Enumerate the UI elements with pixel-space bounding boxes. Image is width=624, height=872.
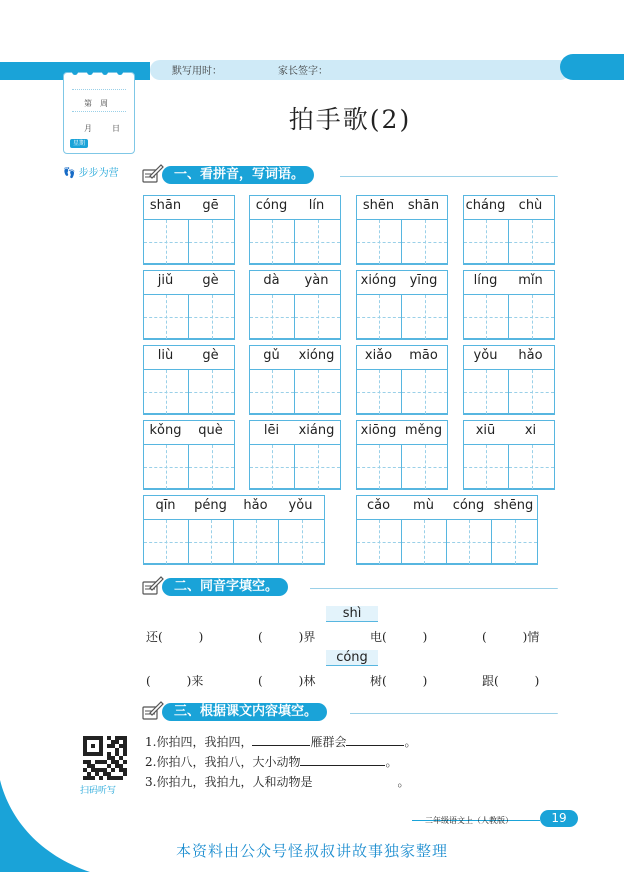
pinyin-syllable: mǐn <box>518 273 543 288</box>
writing-cell[interactable] <box>295 370 340 414</box>
writing-cell[interactable] <box>189 445 234 489</box>
qr-module <box>87 764 91 768</box>
writing-cell[interactable] <box>144 520 189 564</box>
tianzi-grid <box>249 219 341 265</box>
qr-label: 扫码听写 <box>80 786 117 796</box>
pinyin-syllable: shān <box>407 198 440 213</box>
writing-cell[interactable] <box>357 220 402 264</box>
writing-cell[interactable] <box>144 295 189 339</box>
pinyin-syllable: líng <box>473 273 498 288</box>
day-label: 日 <box>112 124 120 133</box>
word-box <box>249 345 341 415</box>
homophone-row <box>0 628 624 644</box>
footprint-label: 👣 步步为营 <box>63 168 119 179</box>
calendar-ring <box>87 69 93 75</box>
writing-cell[interactable] <box>357 295 402 339</box>
qr-module <box>87 772 91 776</box>
pinyin-syllable: yàn <box>304 273 329 288</box>
writing-cell[interactable] <box>234 520 279 564</box>
writing-cell[interactable] <box>464 220 509 264</box>
pinyin-syllable: cóng <box>452 498 485 513</box>
qr-module <box>83 752 87 756</box>
pinyin-syllable: jiǔ <box>157 273 174 288</box>
qr-module <box>111 768 115 772</box>
word-box <box>356 345 448 415</box>
qr-module <box>123 768 127 772</box>
writing-cell[interactable] <box>144 370 189 414</box>
writing-cell[interactable] <box>189 520 234 564</box>
page-number: 19 <box>540 810 578 827</box>
word-box <box>143 345 235 415</box>
qr-module <box>107 752 111 756</box>
pinyin-row <box>356 195 446 217</box>
writing-cell[interactable] <box>402 520 447 564</box>
pinyin-row <box>249 345 339 367</box>
pinyin-row <box>143 345 233 367</box>
pinyin-row <box>143 420 233 442</box>
tianzi-grid <box>143 294 235 340</box>
calendar-ring <box>72 69 78 75</box>
section-rule <box>350 713 558 714</box>
pinyin-syllable: yīng <box>409 273 438 288</box>
pinyin-syllable: kǒng <box>149 423 182 438</box>
pinyin-syllable: gè <box>202 273 219 288</box>
homophone-blank[interactable]: 还( ) <box>146 630 204 644</box>
tianzi-grid <box>249 444 341 490</box>
calendar-ring <box>102 69 108 75</box>
pinyin-syllable: lēi <box>263 423 280 438</box>
answer-blank[interactable] <box>346 733 404 746</box>
tianzi-grid <box>463 444 555 490</box>
qr-module <box>99 740 103 744</box>
pinyin-syllable: shān <box>149 198 182 213</box>
word-box <box>143 420 235 490</box>
section-rule <box>310 588 558 589</box>
pinyin-row <box>249 270 339 292</box>
writing-cell[interactable] <box>295 295 340 339</box>
writing-cell[interactable] <box>144 220 189 264</box>
pinyin-syllable: māo <box>409 348 438 363</box>
qr-module <box>103 768 107 772</box>
word-box <box>356 270 448 340</box>
homophone-blank[interactable]: 电( ) <box>370 630 428 644</box>
homophone-pinyin: shì <box>326 606 378 622</box>
homophone-blank[interactable]: 跟( ) <box>482 674 540 688</box>
qr-module <box>111 776 115 780</box>
pinyin-syllable: péng <box>194 498 227 513</box>
qr-module <box>95 736 99 740</box>
qr-module <box>99 752 103 756</box>
tianzi-grid <box>356 294 448 340</box>
writing-cell[interactable] <box>464 445 509 489</box>
writing-cell[interactable] <box>144 445 189 489</box>
tianzi-grid <box>463 219 555 265</box>
word-box <box>143 270 235 340</box>
pinyin-syllable: hǎo <box>518 348 543 363</box>
tianzi-grid <box>143 519 325 565</box>
pinyin-syllable: shēn <box>362 198 395 213</box>
pinyin-syllable: liù <box>157 348 174 363</box>
qr-module <box>123 740 127 744</box>
pinyin-row <box>463 270 553 292</box>
pinyin-syllable: xióng <box>360 273 397 288</box>
qr-module <box>111 740 115 744</box>
pinyin-syllable: cháng <box>465 198 506 213</box>
qr-module <box>107 772 111 776</box>
writing-cell[interactable] <box>295 445 340 489</box>
pinyin-row <box>143 195 233 217</box>
qr-module <box>91 736 95 740</box>
qr-module <box>107 736 111 740</box>
calendar-ring <box>117 69 123 75</box>
word-box <box>249 195 341 265</box>
qr-module <box>107 776 111 780</box>
word-box <box>249 270 341 340</box>
pinyin-row <box>249 420 339 442</box>
fill-line-2: 2.你拍八，我拍八，大小动物 。 <box>145 755 398 769</box>
homophone-blank[interactable]: ( )情 <box>482 630 540 644</box>
qr-module <box>95 760 99 764</box>
pinyin-syllable: měng <box>404 423 443 438</box>
pinyin-syllable: mù <box>413 498 434 513</box>
qr-module <box>91 752 95 756</box>
pinyin-syllable: xi <box>524 423 537 438</box>
answer-blank[interactable] <box>252 733 310 746</box>
pinyin-syllable: yǒu <box>288 498 313 513</box>
word-box <box>463 420 555 490</box>
word-box <box>356 420 448 490</box>
qr-module <box>115 760 119 764</box>
pinyin-syllable: xiǎo <box>364 348 393 363</box>
qr-module <box>115 752 119 756</box>
pinyin-row <box>249 195 339 217</box>
answer-blank[interactable] <box>312 773 397 786</box>
qr-module <box>103 772 107 776</box>
pinyin-row <box>356 345 446 367</box>
qr-module <box>87 736 91 740</box>
qr-module <box>119 744 123 748</box>
writing-cell[interactable] <box>189 220 234 264</box>
pencil-icon <box>140 162 164 186</box>
page-title: 拍手歌(2) <box>288 105 412 134</box>
qr-module <box>99 776 103 780</box>
pinyin-syllable: yǒu <box>473 348 498 363</box>
qr-module <box>99 768 103 772</box>
qr-module <box>107 764 111 768</box>
pinyin-syllable: cóng <box>255 198 288 213</box>
pinyin-row <box>143 495 323 517</box>
homophone-blank[interactable]: ( )界 <box>258 630 316 644</box>
pinyin-syllable: gē <box>202 198 219 213</box>
tianzi-grid <box>249 294 341 340</box>
qr-module <box>83 744 87 748</box>
writing-cell[interactable] <box>357 445 402 489</box>
writing-cell[interactable] <box>189 295 234 339</box>
qr-module <box>119 736 123 740</box>
qr-code-icon[interactable] <box>83 736 127 780</box>
writing-cell[interactable] <box>509 445 554 489</box>
week-label: 第 周 <box>84 99 108 108</box>
sign-label: 家长签字： <box>278 66 328 77</box>
pinyin-row <box>356 495 536 517</box>
qr-module <box>99 748 103 752</box>
qr-module <box>119 756 123 760</box>
time-label: 默写用时： <box>172 66 222 77</box>
homophone-blank[interactable]: ( )来 <box>146 674 204 688</box>
pinyin-syllable: xiōng <box>360 423 397 438</box>
pinyin-row <box>463 345 553 367</box>
pinyin-syllable: lín <box>308 198 325 213</box>
book-label: 二年级语文上（人教版） <box>425 816 513 825</box>
homophone-pinyin: cóng <box>326 650 378 666</box>
writing-cell[interactable] <box>357 370 402 414</box>
qr-module <box>103 760 107 764</box>
qr-module <box>115 748 119 752</box>
section2-title: 二、同音字填空。 <box>162 578 288 596</box>
qr-module <box>115 736 119 740</box>
pinyin-row <box>463 420 553 442</box>
tianzi-grid <box>356 519 538 565</box>
writing-cell[interactable] <box>189 370 234 414</box>
qr-module <box>119 764 123 768</box>
pinyin-syllable: chù <box>518 198 543 213</box>
qr-module <box>83 768 87 772</box>
top-band-right <box>560 54 624 80</box>
word-box <box>356 495 538 565</box>
writing-cell[interactable] <box>509 370 554 414</box>
pinyin-row <box>463 195 553 217</box>
homophone-blank[interactable]: ( )林 <box>258 674 316 688</box>
tianzi-grid <box>463 294 555 340</box>
tianzi-grid <box>463 369 555 415</box>
qr-module <box>91 744 95 748</box>
qr-module <box>91 776 95 780</box>
writing-cell[interactable] <box>250 445 295 489</box>
qr-module <box>123 744 127 748</box>
qr-module <box>91 764 95 768</box>
word-box <box>249 420 341 490</box>
qr-module <box>83 740 87 744</box>
qr-module <box>111 756 115 760</box>
qr-module <box>107 744 111 748</box>
qr-module <box>115 776 119 780</box>
pinyin-syllable: gǔ <box>263 348 280 363</box>
tianzi-grid <box>356 219 448 265</box>
section3-title: 三、根据课文内容填空。 <box>162 703 327 721</box>
pinyin-syllable: què <box>198 423 223 438</box>
answer-blank[interactable] <box>300 753 385 766</box>
qr-module <box>123 752 127 756</box>
pinyin-row <box>356 420 446 442</box>
writing-cell[interactable] <box>447 520 492 564</box>
writing-cell[interactable] <box>509 220 554 264</box>
pencil-icon <box>140 574 164 598</box>
qr-module <box>123 748 127 752</box>
tianzi-grid <box>356 369 448 415</box>
tianzi-grid <box>143 219 235 265</box>
pinyin-syllable: xiū <box>475 423 496 438</box>
pencil-icon <box>140 699 164 723</box>
section1-title: 一、看拼音，写词语。 <box>162 166 314 184</box>
writing-cell[interactable] <box>402 295 447 339</box>
qr-module <box>107 756 111 760</box>
pinyin-row <box>356 270 446 292</box>
qr-module <box>99 760 103 764</box>
writing-cell[interactable] <box>509 295 554 339</box>
writing-cell[interactable] <box>464 370 509 414</box>
qr-module <box>83 736 87 740</box>
fill-line-1: 1.你拍四，我拍四， 雁群会 。 <box>145 735 417 749</box>
writing-cell[interactable] <box>402 370 447 414</box>
word-box <box>143 195 235 265</box>
writing-cell[interactable] <box>402 445 447 489</box>
tianzi-grid <box>143 444 235 490</box>
qr-module <box>83 748 87 752</box>
pinyin-syllable: hǎo <box>243 498 268 513</box>
word-box <box>356 195 448 265</box>
writing-cell[interactable] <box>402 220 447 264</box>
qr-module <box>111 760 115 764</box>
qr-module <box>111 744 115 748</box>
homophone-blank[interactable]: 树( ) <box>370 674 428 688</box>
pinyin-row <box>143 270 233 292</box>
pinyin-syllable: shēng <box>493 498 534 513</box>
qr-module <box>95 768 99 772</box>
fill-line-3: 3.你拍九，我拍九，人和动物是 。 <box>145 775 410 789</box>
qr-module <box>123 772 127 776</box>
homophone-row <box>0 672 624 688</box>
qr-module <box>115 764 119 768</box>
writing-cell[interactable] <box>250 220 295 264</box>
calendar-rule <box>72 89 126 90</box>
qr-module <box>83 760 87 764</box>
word-box <box>463 270 555 340</box>
tianzi-grid <box>356 444 448 490</box>
qr-module <box>95 752 99 756</box>
tianzi-grid <box>143 369 235 415</box>
section-rule <box>340 176 558 177</box>
writing-cell[interactable] <box>492 520 537 564</box>
pinyin-syllable: cǎo <box>366 498 391 513</box>
writing-cell[interactable] <box>357 520 402 564</box>
footprint-icon: 👣 <box>63 168 76 179</box>
qr-module <box>119 776 123 780</box>
word-box <box>143 495 325 565</box>
qr-module <box>91 768 95 772</box>
qr-module <box>87 752 91 756</box>
qr-module <box>99 744 103 748</box>
qr-module <box>123 736 127 740</box>
writing-cell[interactable] <box>250 295 295 339</box>
pinyin-syllable: xióng <box>298 348 335 363</box>
qr-module <box>123 760 127 764</box>
month-label: 月 <box>84 124 92 133</box>
pinyin-syllable: dà <box>263 273 280 288</box>
pinyin-syllable: xiáng <box>298 423 335 438</box>
qr-module <box>95 772 99 776</box>
writing-cell[interactable] <box>250 370 295 414</box>
writing-cell[interactable] <box>279 520 324 564</box>
watermark-text: 本资料由公众号怪叔叔讲故事独家整理 <box>175 842 448 860</box>
writing-cell[interactable] <box>295 220 340 264</box>
writing-cell[interactable] <box>464 295 509 339</box>
pinyin-syllable: gè <box>202 348 219 363</box>
pinyin-syllable: qīn <box>155 498 176 513</box>
word-box <box>463 345 555 415</box>
tianzi-grid <box>249 369 341 415</box>
qr-module <box>87 760 91 764</box>
qr-module <box>99 736 103 740</box>
qr-module <box>119 768 123 772</box>
word-box <box>463 195 555 265</box>
qr-module <box>115 740 119 744</box>
weekday-badge: 星期 <box>70 139 88 148</box>
